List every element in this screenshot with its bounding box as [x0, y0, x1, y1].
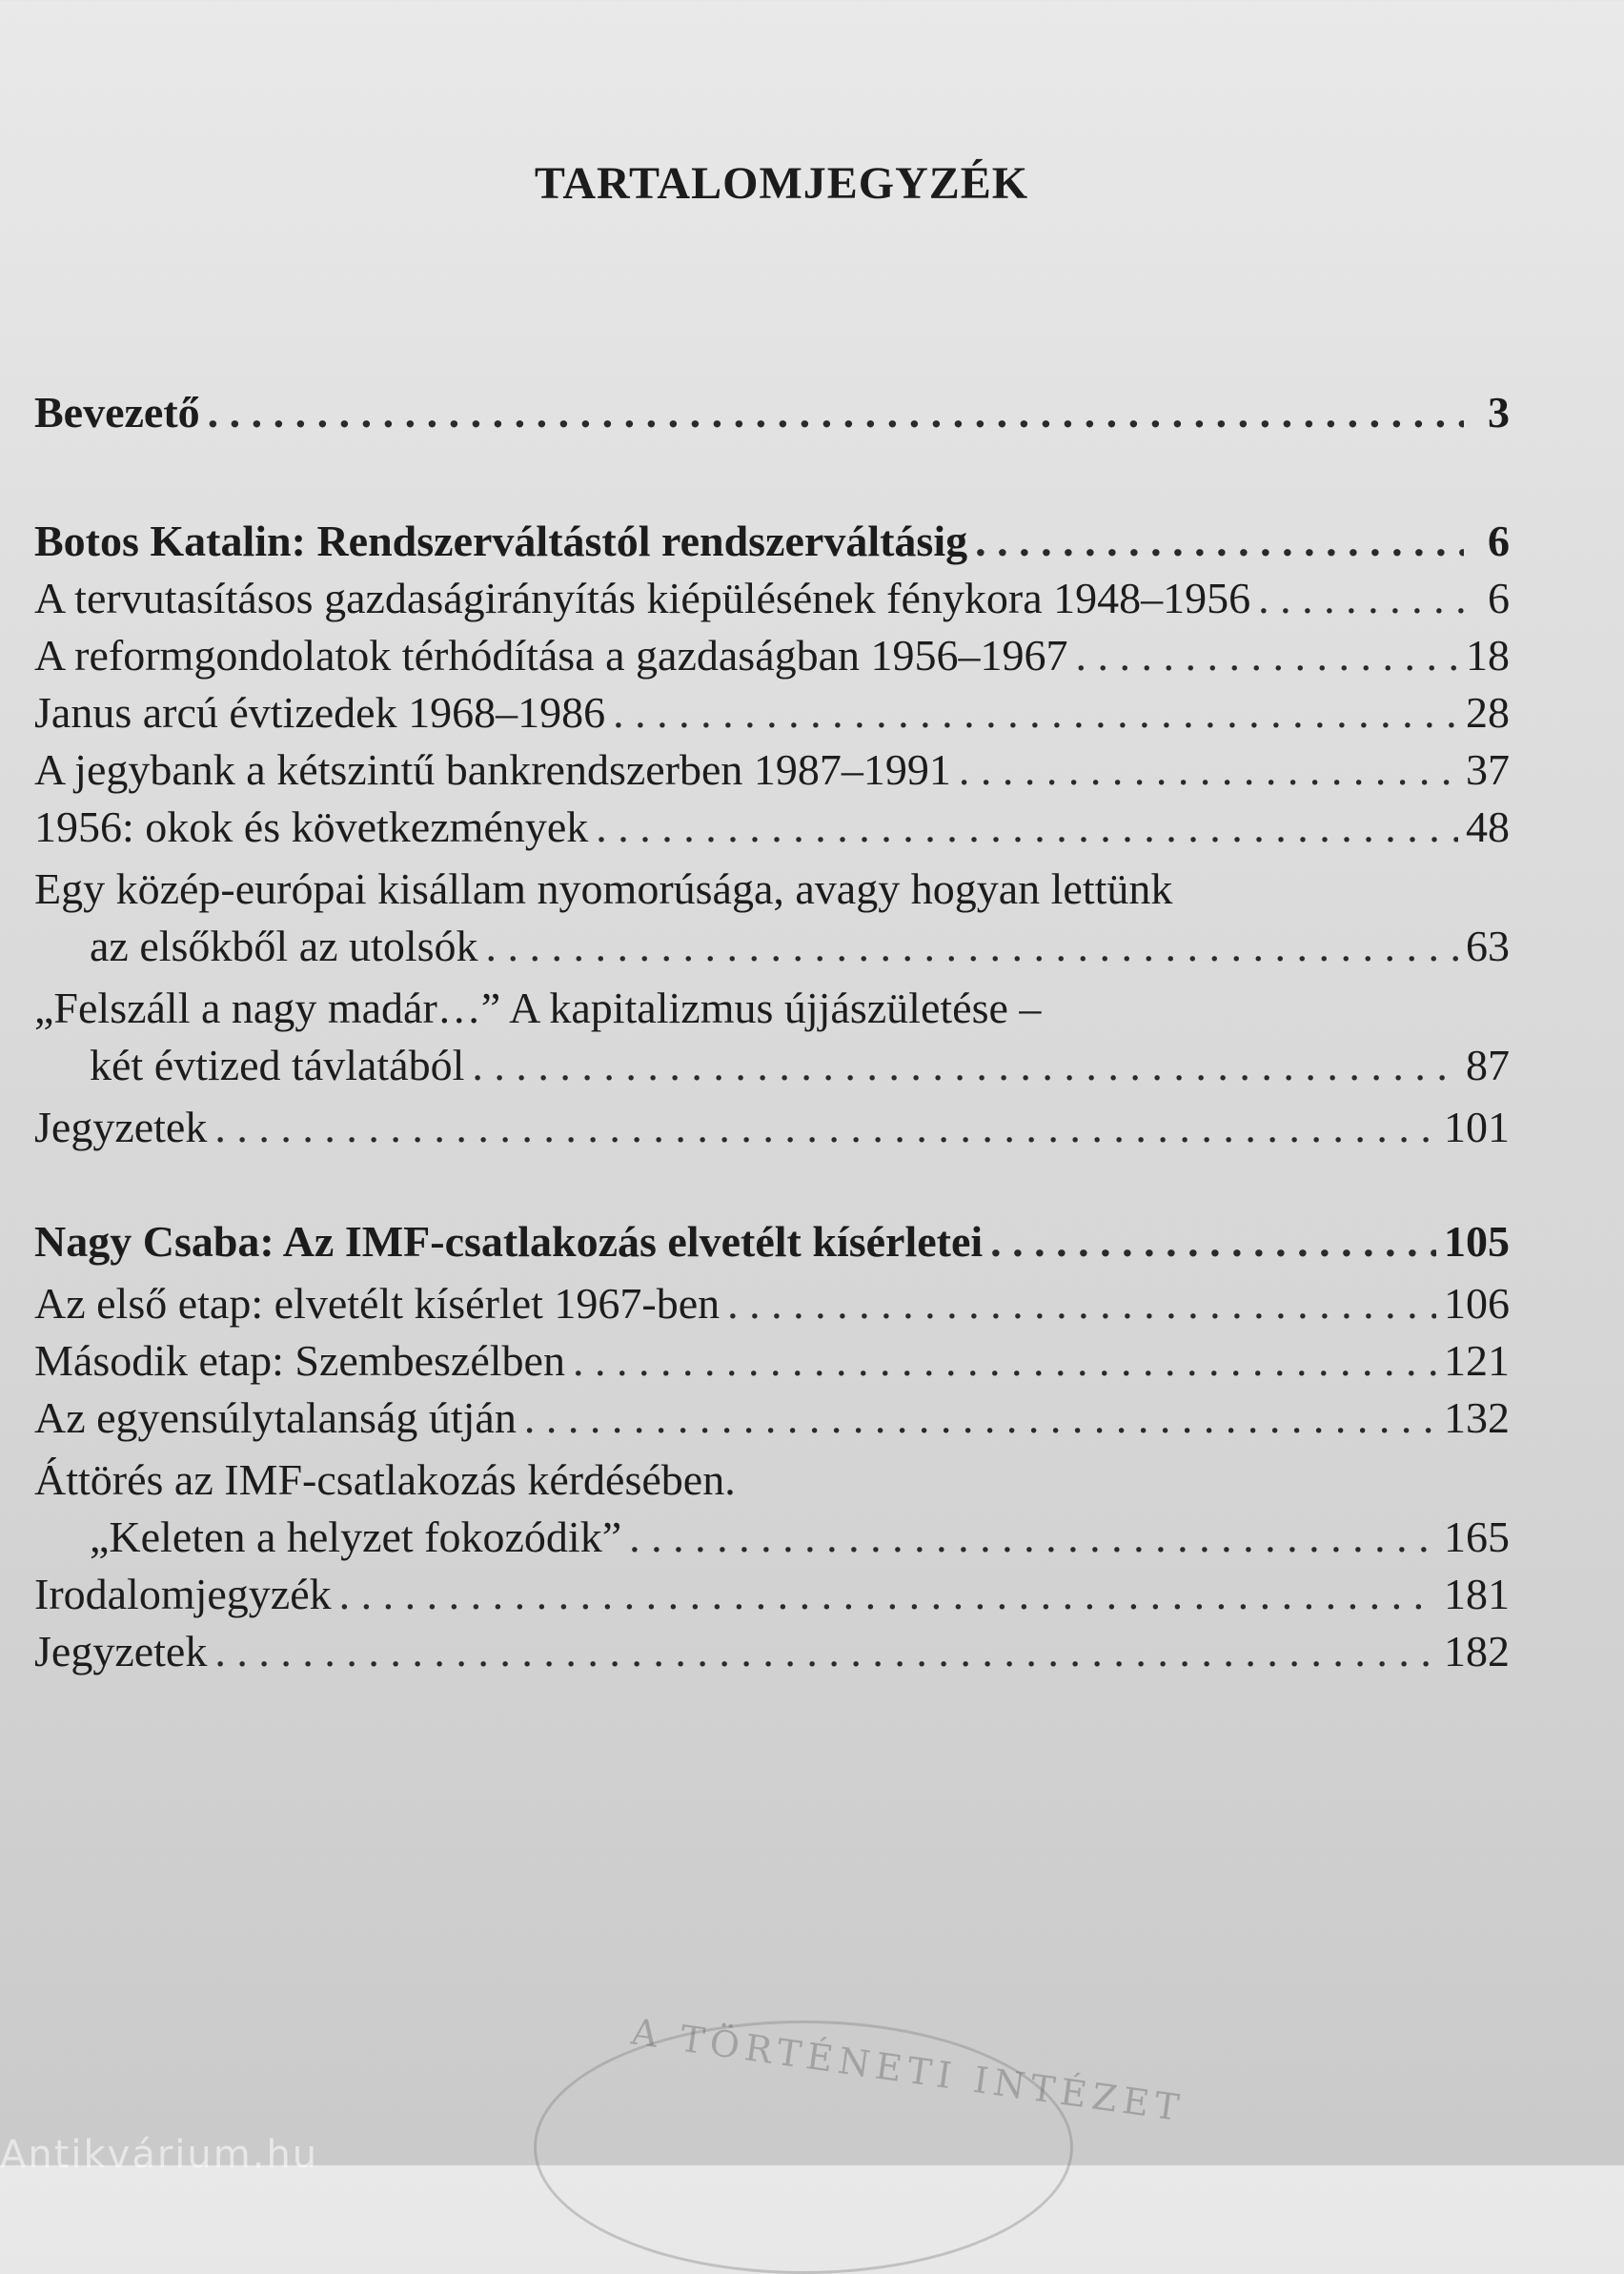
toc-entry [34, 801, 1510, 854]
toc-entry-continuation [90, 1511, 1510, 1564]
toc-entry-page: 87 [1466, 1041, 1510, 1089]
toc-entry-page: 181 [1444, 1570, 1510, 1618]
toc-entry-title: A reformgondolatok térhódítása a gazdaságban 1956–1967 [34, 631, 1068, 680]
toc-entry-section-botos [34, 515, 1510, 568]
toc-entry-page: 6 [1488, 517, 1510, 565]
toc-entry-continuation [90, 920, 1510, 973]
toc-entry-title: Az első etap: elvetélt kísérlet 1967-ben [34, 1279, 721, 1328]
watermark: Antikvárium.hu [0, 2133, 319, 2177]
toc-entry-page: 182 [1444, 1627, 1510, 1675]
toc-entry-page: 132 [1444, 1393, 1510, 1442]
toc-entry-page: 37 [1466, 745, 1510, 794]
toc-entry-page: 63 [1466, 922, 1510, 970]
toc-entry-title: Jegyzetek [34, 1627, 208, 1675]
toc-entry-title: Jegyzetek [34, 1103, 208, 1151]
toc-entry-title: Áttörés az IMF-csatlakozás kérdésében. [34, 1455, 736, 1504]
toc-entry [34, 1277, 1510, 1330]
toc-entry-page: 48 [1466, 802, 1510, 851]
dot-leader [573, 1334, 1436, 1388]
stamp-text: A TÖRTÉNETI INTÉZET [628, 2010, 1188, 2130]
toc-entry-continuation [90, 1039, 1510, 1092]
toc-entry [34, 572, 1510, 625]
dot-leader [214, 1625, 1436, 1678]
dot-leader [339, 1568, 1436, 1621]
toc-entry-page: 6 [1488, 574, 1510, 622]
toc-entry-title: A jegybank a kétszintű bankrendszerben 1987–1991 [34, 745, 951, 794]
toc-entry [34, 629, 1510, 682]
toc-entry-title: Második etap: Szembeszélben [34, 1336, 565, 1385]
toc-entry-title-continuation: az elsőkből az utolsók [90, 922, 478, 970]
toc-entry-page: 105 [1444, 1217, 1510, 1266]
toc-entry-bevezeto [34, 386, 1510, 439]
toc-entry-page: 165 [1444, 1513, 1510, 1561]
dot-leader [596, 801, 1458, 854]
toc-entry-title: Egy közép-európai kisállam nyomorúsága, avagy hogyan lettünk [34, 864, 1173, 913]
dot-leader [990, 1215, 1436, 1269]
toc-entry-page: 18 [1466, 631, 1510, 680]
toc-entry-title-continuation: két évtized távlatából [90, 1041, 465, 1089]
dot-leader [959, 743, 1458, 797]
dot-leader [214, 1101, 1436, 1154]
toc-entry-title: Janus arcú évtizedek 1968–1986 [34, 688, 606, 737]
toc-entry-page: 3 [1488, 388, 1510, 437]
toc-entry-title: A tervutasításos gazdaságirányítás kiépülésének fénykora 1948–1956 [34, 574, 1251, 622]
toc-entry-page: 28 [1466, 688, 1510, 737]
toc-entry [34, 1101, 1510, 1154]
dot-leader [486, 920, 1458, 973]
dot-leader [975, 515, 1464, 568]
toc-entry-page: 101 [1444, 1103, 1510, 1151]
dot-leader [208, 386, 1464, 439]
dot-leader [613, 686, 1458, 740]
toc-entry-section-nagy [34, 1215, 1510, 1269]
toc-entry-title: Botos Katalin: Rendszerváltástól rendszerváltásig [34, 517, 968, 565]
toc-entry [34, 686, 1510, 740]
dot-leader [727, 1277, 1436, 1330]
toc-entry-title: „Felszáll a nagy madár…” A kapitalizmus újjászületése – [34, 984, 1042, 1032]
toc-entry [34, 743, 1510, 797]
toc-title: TARTALOMJEGYZÉK [534, 158, 1029, 209]
dot-leader [1076, 629, 1458, 682]
toc-entry-page: 121 [1444, 1336, 1510, 1385]
toc-entry [34, 1391, 1510, 1445]
toc-entry-title: Irodalomjegyzék [34, 1570, 332, 1618]
dot-leader [1258, 572, 1464, 625]
dot-leader [524, 1391, 1436, 1445]
toc-entry-page: 106 [1444, 1279, 1510, 1328]
toc-entry [34, 1568, 1510, 1621]
dot-leader [629, 1511, 1436, 1564]
toc-entry-title: Nagy Csaba: Az IMF-csatlakozás elvetélt kísérletei [34, 1217, 984, 1266]
toc-entry-title: Az egyensúlytalanság útján [34, 1393, 517, 1442]
toc-entry-title-continuation: „Keleten a helyzet fokozódik” [90, 1513, 622, 1561]
toc-entry-title: 1956: okok és következmények [34, 802, 589, 851]
toc-entry [34, 1334, 1510, 1388]
toc-entry [34, 1625, 1510, 1678]
dot-leader [472, 1039, 1458, 1092]
toc-entry-title: Bevezető [34, 388, 200, 437]
